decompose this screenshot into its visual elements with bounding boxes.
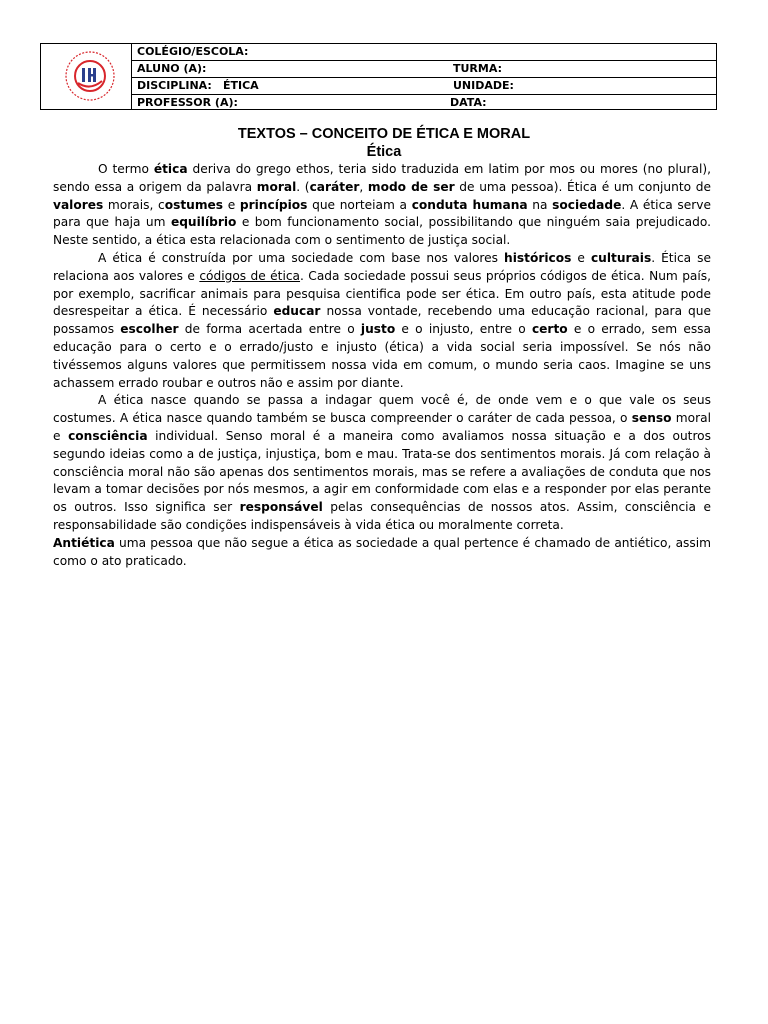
text-run: nossa vontade, recebendo uma educação racional, para que possamos (53, 304, 711, 337)
bold-term: ostumes (164, 197, 224, 212)
bold-term: princípios (239, 197, 308, 212)
text-run: e (571, 250, 591, 265)
text-run: moral e (53, 411, 711, 443)
bold-term: escolher (120, 322, 179, 337)
data-label: DATA: (450, 96, 487, 109)
header-fields (131, 44, 716, 109)
text-run: de uma pessoa). Ética é um conjunto de (454, 179, 711, 194)
text-run: pelas consequências de nossos atos. Assim, consciência e responsabilidade são condições indispensáveis à vida ética ou moralmente correta. (53, 500, 711, 532)
bold-term: justo (360, 322, 396, 337)
header-row-disciplina (131, 78, 716, 95)
bold-term: sociedade (552, 197, 622, 212)
header-row-aluno (131, 61, 716, 78)
text-run: morais, c (103, 197, 165, 212)
bold-term: Antiética (53, 535, 115, 550)
bold-term: moral (256, 179, 297, 194)
text-run: A ética nasce quando se passa a indagar quem você é, de onde vem e o que vale os seus costumes. A ética nasce quando também se busca compreender o caráter de cada pessoa, o (53, 393, 711, 426)
turma-label: TURMA: (453, 62, 502, 75)
bold-term: modo de ser (367, 179, 455, 194)
text-run: deriva do grego ethos, teria sido traduzida em latim por mos ou mores (no plural), sendo essa a origem da palavra (53, 162, 712, 194)
bold-term: ética (153, 162, 188, 176)
bold-term: históricos (504, 250, 572, 265)
text-run: . ( (296, 179, 310, 194)
bold-term: conduta humana (411, 197, 528, 212)
text-run: e bom funcionamento social, possibilitando que ninguém saia prejudicado. Neste sentido, a ética esta relacionada com o sentimento de justiça social. (53, 215, 711, 248)
bold-term: valores (53, 197, 104, 212)
text-run: A ética é construída por uma sociedade com base nos valores (98, 250, 505, 265)
school-logo-icon (60, 45, 120, 107)
bold-term: educar (273, 304, 321, 319)
text-run: . Ética se relaciona aos valores e (53, 250, 711, 283)
paragraph-1 (53, 161, 711, 250)
escola-label: COLÉGIO/ESCOLA: (137, 45, 249, 58)
text-run: e (223, 197, 240, 212)
text-run: de forma acertada entre o (178, 322, 361, 337)
bold-term: senso (631, 411, 672, 426)
bold-term: consciência (68, 428, 148, 443)
text-run: . Cada sociedade possui seus próprios códigos de ética. Num país, por exemplo, sacrificar animais para pesquisa cientifica pode ser ética. Em outro país, esta atitude pode desrespeitar a ética. É necessário (53, 268, 712, 319)
paragraph-3 (53, 392, 711, 534)
text-run: , (359, 179, 368, 194)
text-run: na (527, 197, 553, 212)
text-run: e o injusto, entre o (395, 322, 532, 337)
text-run: O termo (98, 162, 154, 176)
text-run: que norteiam a (307, 197, 412, 212)
disciplina-label: DISCIPLINA: (137, 79, 212, 92)
bold-term: equilíbrio (170, 215, 237, 230)
school-header-table (40, 43, 717, 110)
paragraph-2 (53, 250, 711, 392)
professor-label: PROFESSOR (A): (137, 96, 238, 109)
logo-cell (41, 44, 132, 109)
bold-term: culturais (590, 250, 652, 265)
paragraph-4 (53, 535, 711, 571)
header-row-escola (131, 44, 716, 61)
bold-term: certo (531, 322, 568, 337)
underlined-term: códigos de ética (199, 268, 301, 283)
text-run: e o errado, sem essa educação para o certo e o errado/justo e injusto (ética) a vida social seria impossível. Se nós não tivéssemos alguns valores que permitissem nossa vida em comum, o mundo seria caos. Imagine se uns achassem errado roubar e outros não e assim por diante. (53, 322, 711, 390)
aluno-label: ALUNO (A): (137, 62, 207, 75)
bold-term: responsável (239, 500, 323, 515)
disciplina-value: ÉTICA (223, 79, 259, 92)
bold-term: caráter (309, 179, 360, 194)
unidade-label: UNIDADE: (453, 79, 514, 92)
body-text (53, 161, 711, 570)
header-row-professor (131, 95, 716, 112)
text-run: . A ética serve para que haja um (53, 197, 711, 230)
text-run: individual. Senso moral é a maneira como avaliamos nossa situação e a dos outros segundo ideias como a de justiça, injustiça, bom e mau. Trata-se dos sentimentos morais. Já com relação à consciência moral não são apenas dos sentimentos morais, mas se refere a avaliações de conduta que nos levam a tomar decisões por nós mesmos, a agir em conformidade com elas e a responder por elas perante os outros. Isso significa ser (53, 428, 711, 515)
document-subtitle: Ética (366, 144, 402, 160)
document-title: TEXTOS – CONCEITO DE ÉTICA E MORAL (237, 126, 531, 142)
text-run: uma pessoa que não segue a ética as sociedade a qual pertence é chamado de antiético, assim como o ato praticado. (53, 535, 711, 568)
